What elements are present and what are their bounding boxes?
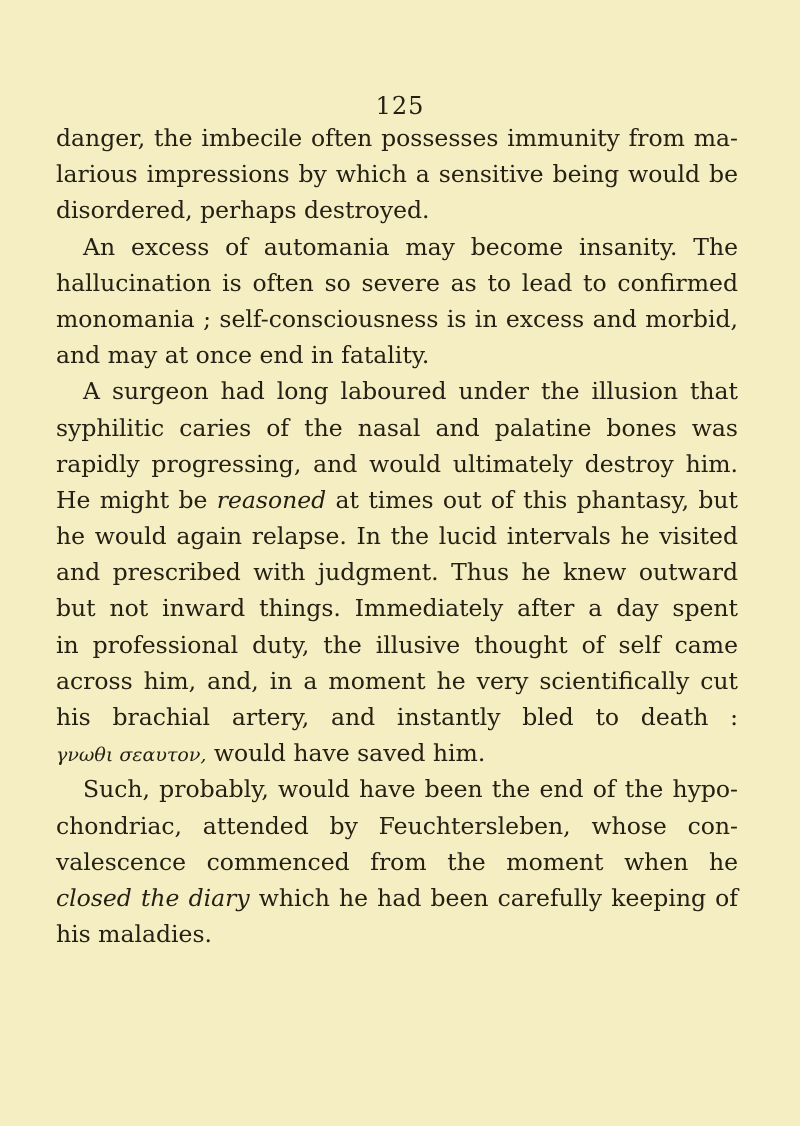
text-line: disordered, perhaps destroyed. [56,196,430,225]
text-line: chondriac, attended by Feuchtersleben, whose con- [56,811,738,840]
text-segment: He might be [56,485,217,514]
greek-text: γνωθι σεαυτον, [56,744,207,767]
text-line: hallucination is often so severe as to lead to confirmed [56,268,738,297]
body-text [56,120,738,952]
text-line: danger, the imbecile often possesses immunity from ma- [56,124,738,152]
text-line: his maladies. [56,920,212,949]
page-number: 125 [375,92,425,120]
text-line: An excess of automania may become insanity. The [83,232,738,261]
text-line: syphilitic caries of the nasal and palatine bones was [56,413,738,442]
text-line: and may at once end in fatality. [56,341,430,370]
text-segment: would have saved him. [206,739,486,768]
italic-text: reasoned [216,485,327,514]
text-line [56,880,738,916]
text-line: larious impressions by which a sensitive being would be [56,160,738,189]
text-line: rapidly progressing, and would ultimately destroy him. [56,449,738,478]
text-line [56,735,738,771]
italic-text: closed the diary [56,883,250,912]
text-line: valescence commenced from the moment when he [56,847,738,876]
text-line: his brachial artery, and instantly bled to death : [56,703,738,731]
text-line: but not inward things. Immediately after a day spent [56,594,738,623]
text-line: Such, probably, would have been the end of the hypo- [83,775,738,804]
text-segment: at times out of this phantasy, but [326,485,738,514]
text-line: and prescribed with judgment. Thus he knew outward [56,558,738,587]
text-line: in professional duty, the illusive thought of self came [56,630,738,659]
text-line: A surgeon had long laboured under the illusion that [83,377,738,406]
text-line: across him, and, in a moment he very scientifically cut [56,666,738,695]
text-line [56,482,738,518]
text-line: monomania ; self-consciousness is in excess and morbid, [56,304,738,333]
text-line: he would again relapse. In the lucid intervals he visited [56,522,738,551]
text-segment: which he had been carefully keeping of [249,883,738,912]
